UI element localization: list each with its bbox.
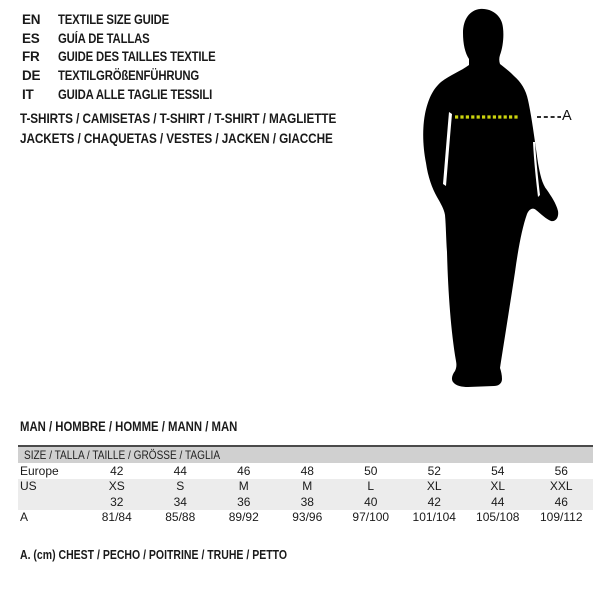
legend-label: GUIDA ALLE TAGLIE TESSILI bbox=[58, 86, 213, 102]
row-label: A bbox=[20, 510, 29, 525]
cell: 34 bbox=[173, 494, 187, 509]
legend-label: GUÍA DE TALLAS bbox=[58, 30, 150, 46]
garment-categories bbox=[20, 110, 396, 149]
man-silhouette bbox=[423, 9, 558, 387]
cell: 42 bbox=[110, 463, 124, 478]
size-table-header: SIZE / TALLA / TAILLE / GRÖSSE / TAGLIA bbox=[18, 447, 593, 463]
table-row-europe bbox=[18, 463, 593, 479]
cell: 81/84 bbox=[101, 510, 132, 525]
measurement-footnote: A. (cm) CHEST / PECHO / POITRINE / TRUHE / PETTO bbox=[20, 548, 288, 562]
cell: 97/100 bbox=[352, 510, 390, 525]
legend-code: DE bbox=[22, 67, 41, 83]
cell: 42 bbox=[427, 494, 441, 509]
cell: 50 bbox=[364, 463, 378, 478]
man-silhouette-svg bbox=[400, 0, 600, 410]
cell: 54 bbox=[491, 463, 505, 478]
cell: 44 bbox=[173, 463, 187, 478]
cell: 44 bbox=[491, 494, 505, 509]
cell: 89/92 bbox=[228, 510, 259, 525]
legend-label: GUIDE DES TAILLES TEXTILE bbox=[58, 49, 216, 65]
table-row-chest-a bbox=[18, 510, 593, 526]
man-figure bbox=[400, 0, 600, 410]
cell: 46 bbox=[554, 494, 568, 509]
row-label: US bbox=[20, 479, 37, 494]
legend-code: IT bbox=[22, 86, 34, 102]
cell: L bbox=[367, 479, 375, 494]
cell: 46 bbox=[237, 463, 251, 478]
category-tshirts: T-SHIRTS / CAMISETAS / T-SHIRT / T-SHIRT / MAGLIETTE bbox=[20, 110, 337, 126]
cell: 36 bbox=[237, 494, 251, 509]
cell: XL bbox=[426, 479, 442, 494]
legend-code: EN bbox=[22, 11, 41, 27]
cell: 38 bbox=[300, 494, 314, 509]
cell: 32 bbox=[110, 494, 124, 509]
legend-row-de bbox=[22, 66, 246, 85]
cell: XS bbox=[108, 479, 125, 494]
language-legend bbox=[22, 10, 246, 103]
legend-label: TEXTILGRÖßENFÜHRUNG bbox=[58, 67, 200, 83]
measure-label-a: A bbox=[562, 108, 572, 124]
row-label: Europe bbox=[20, 463, 59, 478]
category-jackets: JACKETS / CHAQUETAS / VESTES / JACKEN / GIACCHE bbox=[20, 129, 333, 146]
legend-row-es bbox=[22, 29, 246, 48]
cell: S bbox=[176, 479, 185, 494]
cell: XL bbox=[490, 479, 506, 494]
cell: 85/88 bbox=[165, 510, 196, 525]
cell: M bbox=[238, 479, 249, 494]
cell: M bbox=[302, 479, 313, 494]
section-title-man: MAN / HOMBRE / HOMME / MANN / MAN bbox=[20, 419, 238, 434]
cell: 40 bbox=[364, 494, 378, 509]
cell: 56 bbox=[554, 463, 568, 478]
legend-label: TEXTILE SIZE GUIDE bbox=[58, 11, 170, 27]
legend-code: FR bbox=[22, 49, 40, 65]
legend-row-en bbox=[22, 10, 246, 29]
cell: 105/108 bbox=[476, 510, 520, 525]
size-table bbox=[18, 445, 593, 525]
cell: 48 bbox=[300, 463, 314, 478]
cell: 52 bbox=[427, 463, 441, 478]
cell: 109/112 bbox=[540, 510, 583, 525]
cell: XXL bbox=[549, 479, 573, 494]
legend-code: ES bbox=[22, 30, 40, 46]
cell: 101/104 bbox=[412, 510, 456, 525]
table-row-us-numeric bbox=[18, 494, 593, 510]
legend-row-fr bbox=[22, 47, 246, 66]
legend-row-it bbox=[22, 85, 246, 104]
table-row-us bbox=[18, 479, 593, 495]
cell: 93/96 bbox=[292, 510, 323, 525]
